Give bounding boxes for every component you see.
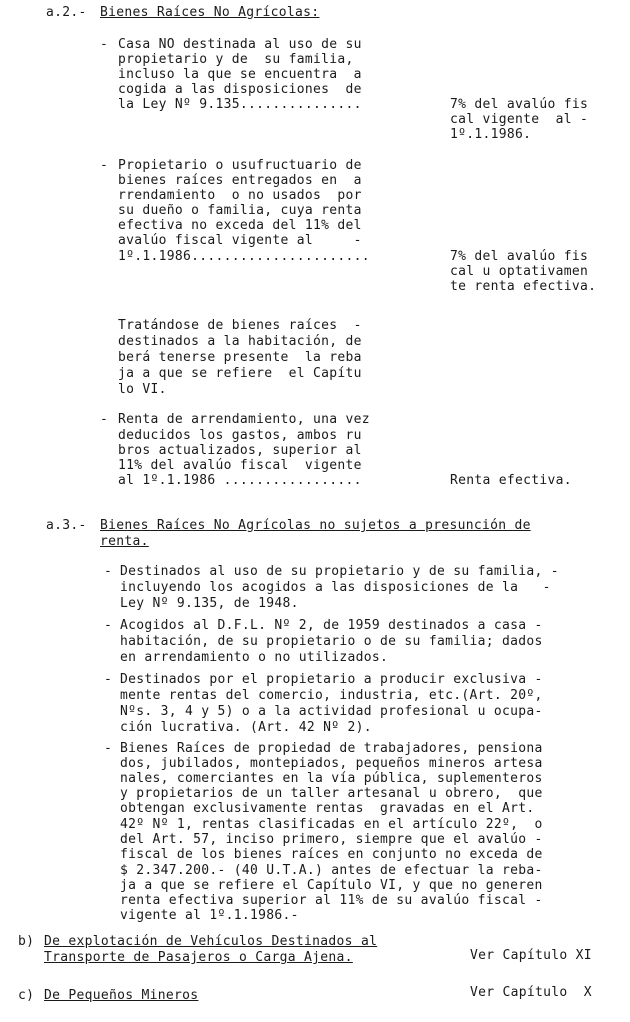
- a2-item2-rate-line: 7% del avalúo fis: [450, 249, 589, 264]
- a3-item4-line: fiscal de los bienes raíces en conjunto no exceda de: [120, 847, 543, 862]
- a3-item2-dash: -: [104, 618, 113, 633]
- a3-item3-line: Destinados por el propietario a producir exclusiva -: [120, 672, 543, 687]
- a3-item4-line: vigente al 1º.1.1986.-: [120, 908, 299, 923]
- a2-item1-line: cogida a las disposiciones de: [118, 82, 362, 97]
- section-c-reference: Ver Capítulo X: [470, 985, 592, 1000]
- section-c-letter: c): [18, 988, 35, 1003]
- a2-item2-dash: -: [100, 158, 109, 173]
- a3-item4-line: y propietarios de un taller artesanal u obrero, que: [120, 786, 543, 801]
- a2-item1-line: incluso la que se encuentra a: [118, 67, 362, 82]
- a2-item2-rate-line: te renta efectiva.: [450, 279, 597, 294]
- a3-item4-dash: -: [104, 741, 113, 756]
- a2-item4-line: bros actualizados, superior al: [118, 443, 362, 458]
- a2-item4-line: deducidos los gastos, ambos ru: [118, 428, 362, 443]
- a2-item2-line: su dueño o familia, cuya renta: [118, 203, 362, 218]
- section-a3-number: a.3.-: [46, 518, 87, 533]
- a2-note-line: berá tenerse presente la reba: [118, 350, 362, 365]
- section-a3-title-cont: renta.: [100, 534, 149, 549]
- a3-item2-line: habitación, de su propietario o de su familia; dados: [120, 634, 543, 649]
- section-b-letter: b): [18, 934, 35, 949]
- a2-item4-line: al 1º.1.1986 .................: [118, 473, 362, 488]
- a2-item1-line: propietario y de su familia,: [118, 52, 354, 67]
- a2-note-line: lo VI.: [118, 382, 167, 397]
- a2-item2-line: efectiva no exceda del 11% del: [118, 218, 362, 233]
- a3-item1-line: Ley Nº 9.135, de 1948.: [120, 596, 299, 611]
- a2-item4-rate: Renta efectiva.: [450, 473, 572, 488]
- a2-item2-line: Propietario o usufructuario de: [118, 158, 362, 173]
- a3-item4-line: renta efectiva superior al 11% de su avalúo fiscal -: [120, 893, 543, 908]
- section-a3-title: Bienes Raíces No Agrícolas no sujetos a presunción de: [100, 518, 531, 533]
- a3-item2-line: Acogidos al D.F.L. Nº 2, de 1959 destinados a casa -: [120, 618, 543, 633]
- a2-note-line: ja a que se refiere el Capítu: [118, 366, 362, 381]
- a3-item4-line: dos, jubilados, montepiados, pequeños mineros artesa: [120, 756, 543, 771]
- a3-item4-line: 42º Nº 1, rentas clasificadas en el artículo 22º, o: [120, 817, 543, 832]
- section-a2-title: Bienes Raíces No Agrícolas:: [100, 5, 320, 20]
- a2-item1-dash: -: [100, 37, 109, 52]
- section-b-reference: Ver Capítulo XI: [470, 948, 592, 963]
- a2-item1-line: la Ley Nº 9.135...............: [118, 97, 362, 112]
- a2-item1-line: Casa NO destinada al uso de su: [118, 37, 362, 52]
- a2-item4-line: Renta de arrendamiento, una vez: [118, 412, 370, 427]
- a2-item2-line: avalúo fiscal vigente al -: [118, 233, 362, 248]
- a2-item4-dash: -: [100, 412, 109, 427]
- a3-item4-line: nales, comerciantes en la vía pública, suplementeros: [120, 771, 543, 786]
- a3-item3-line: mente rentas del comercio, industria, etc.(Art. 20º,: [120, 688, 543, 703]
- section-c-title: De Pequeños Mineros: [44, 988, 199, 1003]
- a2-item4-line: 11% del avalúo fiscal vigente: [118, 458, 362, 473]
- a2-item1-rate-line: 7% del avalúo fis: [450, 97, 589, 112]
- a3-item3-line: Nºs. 3, 4 y 5) o a la actividad profesional u ocupa-: [120, 704, 543, 719]
- a3-item4-line: ja a que se refiere el Capítulo VI, y que no generen: [120, 878, 543, 893]
- a2-note-line: destinados a la habitación, de: [118, 334, 362, 349]
- a3-item4-line: $ 2.347.200.- (40 U.T.A.) antes de efectuar la reba-: [120, 863, 543, 878]
- a3-item4-line: del Art. 57, inciso primero, siempre que el avalúo -: [120, 832, 543, 847]
- a2-item2-line: rrendamiento o no usados por: [118, 188, 362, 203]
- section-a2-number: a.2.-: [46, 5, 87, 20]
- a3-item2-line: en arrendamiento o no utilizados.: [120, 650, 389, 665]
- a3-item4-line: obtengan exclusivamente rentas gravadas en el Art.: [120, 801, 535, 816]
- a2-item2-line: 1º.1.1986......................: [118, 249, 370, 264]
- a2-note-line: Tratándose de bienes raíces -: [118, 318, 362, 333]
- a2-item2-line: bienes raíces entregados en a: [118, 173, 362, 188]
- a3-item3-line: ción lucrativa. (Art. 42 Nº 2).: [120, 720, 372, 735]
- a3-item1-dash: -: [104, 564, 113, 579]
- section-b-title-cont: Transporte de Pasajeros o Carga Ajena.: [44, 950, 353, 965]
- a2-item1-rate-line: 1º.1.1986.: [450, 127, 532, 142]
- a2-item2-rate-line: cal u optativamen: [450, 264, 589, 279]
- section-b-title: De explotación de Vehículos Destinados al: [44, 934, 378, 949]
- a2-item1-rate-line: cal vigente al -: [450, 112, 589, 127]
- a3-item1-line: Destinados al uso de su propietario y de su familia, -: [120, 564, 559, 579]
- a3-item3-dash: -: [104, 672, 113, 687]
- a3-item1-line: incluyendo los acogidos a las disposiciones de la -: [120, 580, 551, 595]
- a3-item4-line: Bienes Raíces de propiedad de trabajadores, pensiona: [120, 741, 543, 756]
